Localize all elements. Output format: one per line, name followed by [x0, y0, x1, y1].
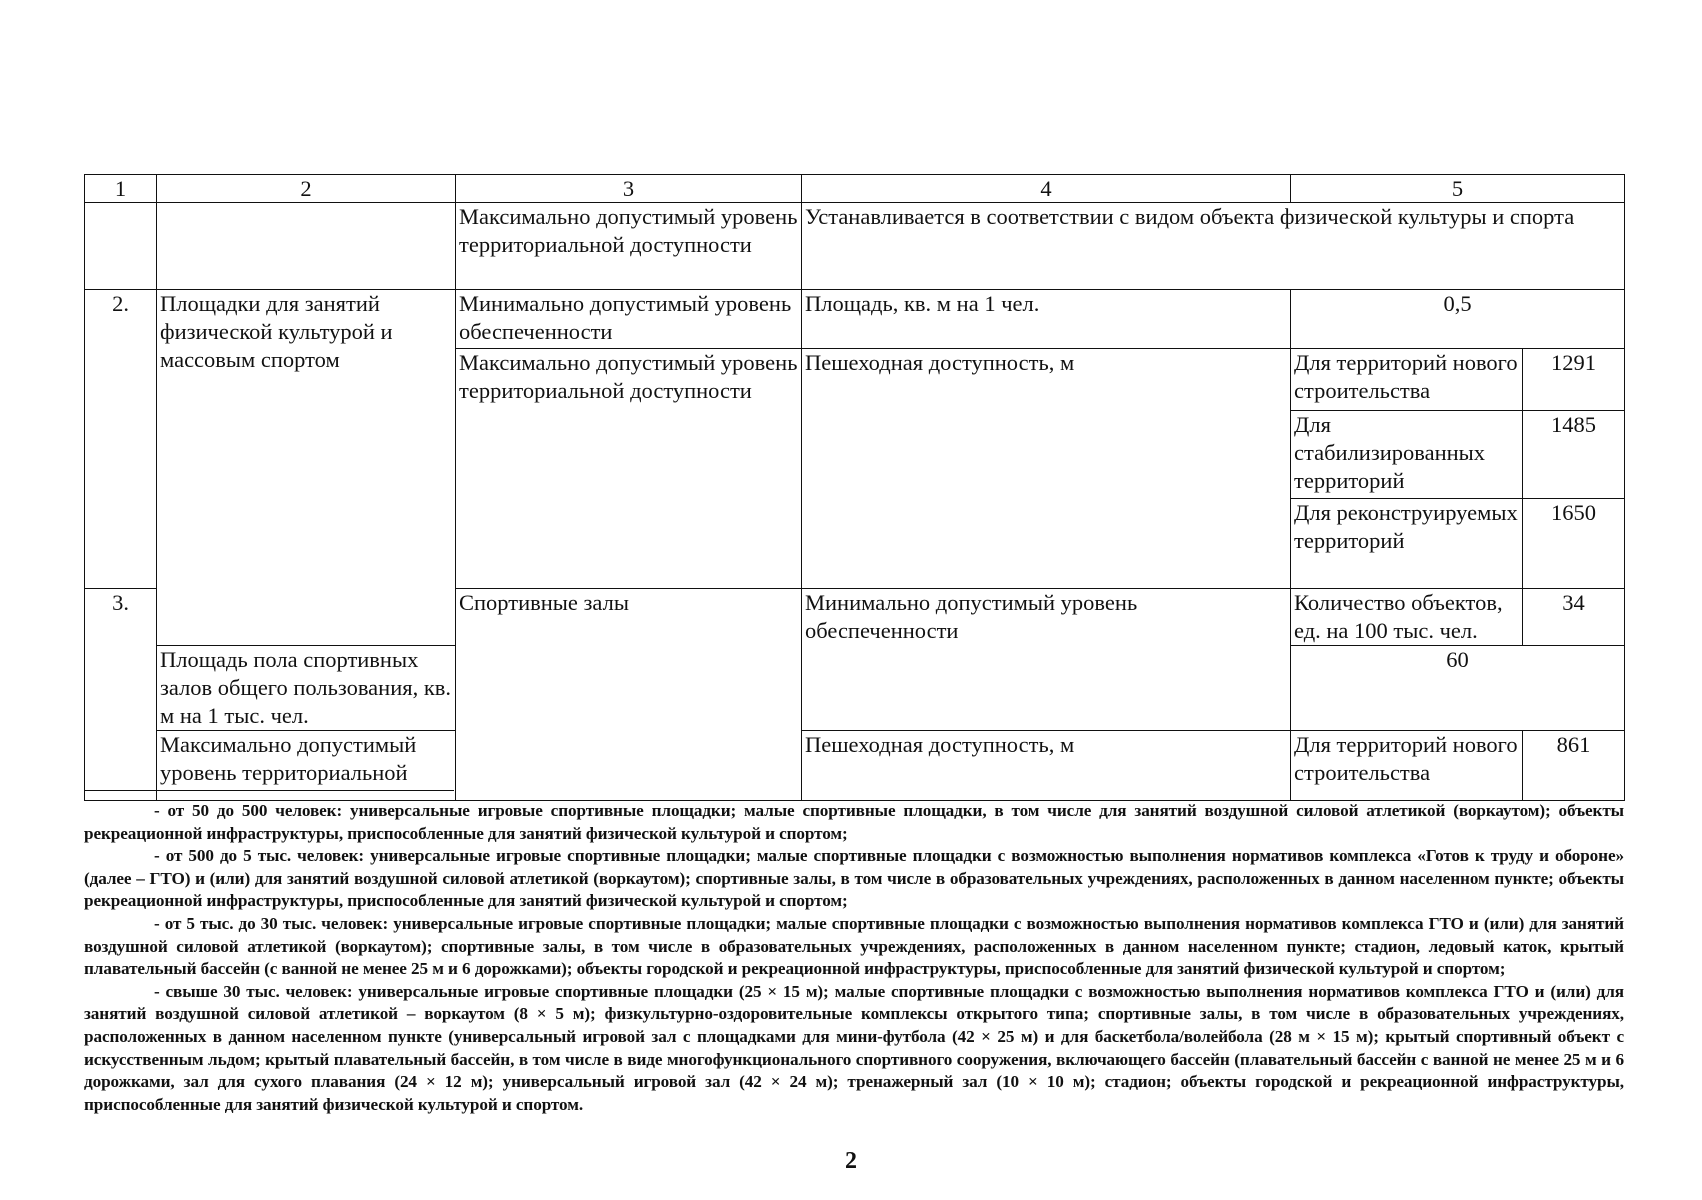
row-number-cell: 2. [85, 290, 157, 589]
table-row [85, 203, 1625, 290]
distance-value-cell: 861 [1523, 731, 1625, 801]
indicator-cell: Количество объектов, ед. на 100 тыс. чел. [1291, 589, 1523, 646]
facility-name-cell [157, 203, 456, 290]
table-row [85, 290, 1625, 349]
distance-value-cell: 1650 [1523, 499, 1625, 589]
indicator-cell: Пешеходная доступность, м [802, 349, 1291, 589]
territory-type-cell: Для стабилизированных территорий [1291, 411, 1523, 499]
footnote-paragraph: - от 5 тыс. до 30 тыс. человек: универсальные игровые спортивные площадки; малые спортивные площадки с возможностью выполнения нормативов комплекса ГТО и (или) для занятий воздушной силовой атлетикой (воркаутом); спортивные залы, в том числе в образовательных учреждениях, расположенных в данном населенном пункте; стадион, ледовый каток, крытый плавательный бассейн (с ванной не менее 25 м и 6 дорожками); объекты городской и рекреационной инфраструктуры, приспособленные для занятий физической культурой и спортом; [84, 913, 1624, 979]
requirement-text-cell: Устанавливается в соответствии с видом объекта физической культуры и спорта [802, 203, 1625, 290]
indicator-cell: Площадь, кв. м на 1 чел. [802, 290, 1291, 349]
level-cell: Минимально допустимый уровень обеспеченности [802, 589, 1291, 731]
territory-type-cell: Для территорий нового строительства [1291, 731, 1523, 801]
standards-table [84, 174, 1625, 801]
footnote-separator [84, 790, 454, 791]
indicator-cell: Площадь пола спортивных залов общего пользования, кв. м на 1 тыс. чел. [157, 646, 456, 731]
facility-name-cell: Площадки для занятий физической культурой и массовым спортом [157, 290, 456, 646]
distance-value-cell: 1485 [1523, 411, 1625, 499]
level-cell: Минимально допустимый уровень обеспеченности [456, 290, 802, 349]
territory-type-cell: Для реконструируемых территорий [1291, 499, 1523, 589]
header-cell-5: 5 [1291, 175, 1625, 203]
territory-type-cell: Для территорий нового строительства [1291, 349, 1523, 411]
value-cell: 34 [1523, 589, 1625, 646]
footnotes [84, 800, 1624, 1116]
distance-value-cell: 1291 [1523, 349, 1625, 411]
table-header-row [85, 175, 1625, 203]
page-number: 2 [845, 1148, 857, 1174]
level-cell: Максимально допустимый уровень территориальной доступности [456, 203, 802, 290]
value-cell: 60 [1291, 646, 1625, 731]
facility-name-cell: Спортивные залы [456, 589, 802, 801]
level-cell: Максимально допустимый уровень территориальной [157, 731, 456, 801]
row-number-cell [85, 203, 157, 290]
footnote-paragraph: - от 50 до 500 человек: универсальные игровые спортивные площадки; малые спортивные площадки, в том числе для занятий воздушной силовой атлетикой (воркаутом); объекты рекреационной инфраструктуры, приспособленные для занятий физической культурой и спортом; [84, 801, 1624, 843]
level-cell: Максимально допустимый уровень территориальной доступности [456, 349, 802, 589]
header-cell-3: 3 [456, 175, 802, 203]
footnote-paragraph: - свыше 30 тыс. человек: универсальные игровые спортивные площадки (25 × 15 м); малые спортивные площадки с возможностью выполнения нормативов комплекса ГТО и (или) для занятий воздушной силовой атлетикой – воркаутом (8 × 5 м); физкультурно-оздоровительные комплексы открытого типа; спортивные залы, в том числе в образовательных учреждениях, расположенных в данном населенном пункте (универсальный игровой зал с площадками для мини-футбола (42 × 25 м) и для баскетбола/волейбола (28 м × 15 м); крытый спортивный объект с искусственным льдом; крытый плавательный бассейн, в том числе в виде многофункционального спортивного сооружения, включающего бассейн (плавательный бассейн с ванной не менее 25 м и 6 дорожками, зал для сухого плавания (24 × 12 м); универсальный игровой зал (42 × 24 м); тренажерный зал (10 × 10 м); стадион; объекты городской и рекреационной инфраструктуры, приспособленные для занятий физической культурой и спортом. [84, 981, 1624, 1114]
header-cell-1: 1 [85, 175, 157, 203]
header-cell-4: 4 [802, 175, 1291, 203]
footnote-paragraph: - от 500 до 5 тыс. человек: универсальные игровые спортивные площадки; малые спортивные площадки с возможностью выполнения нормативов комплекса «Готов к труду и обороне» (далее – ГТО) и (или) для занятий воздушной силовой атлетикой (воркаутом); спортивные залы, в том числе в образовательных учреждениях, расположенных в данном населенном пункте; объекты рекреационной инфраструктуры, приспособленные для занятий физической культурой и спортом; [84, 846, 1624, 911]
row-number-cell: 3. [85, 589, 157, 801]
value-cell: 0,5 [1291, 290, 1625, 349]
header-cell-2: 2 [157, 175, 456, 203]
indicator-cell: Пешеходная доступность, м [802, 731, 1291, 801]
